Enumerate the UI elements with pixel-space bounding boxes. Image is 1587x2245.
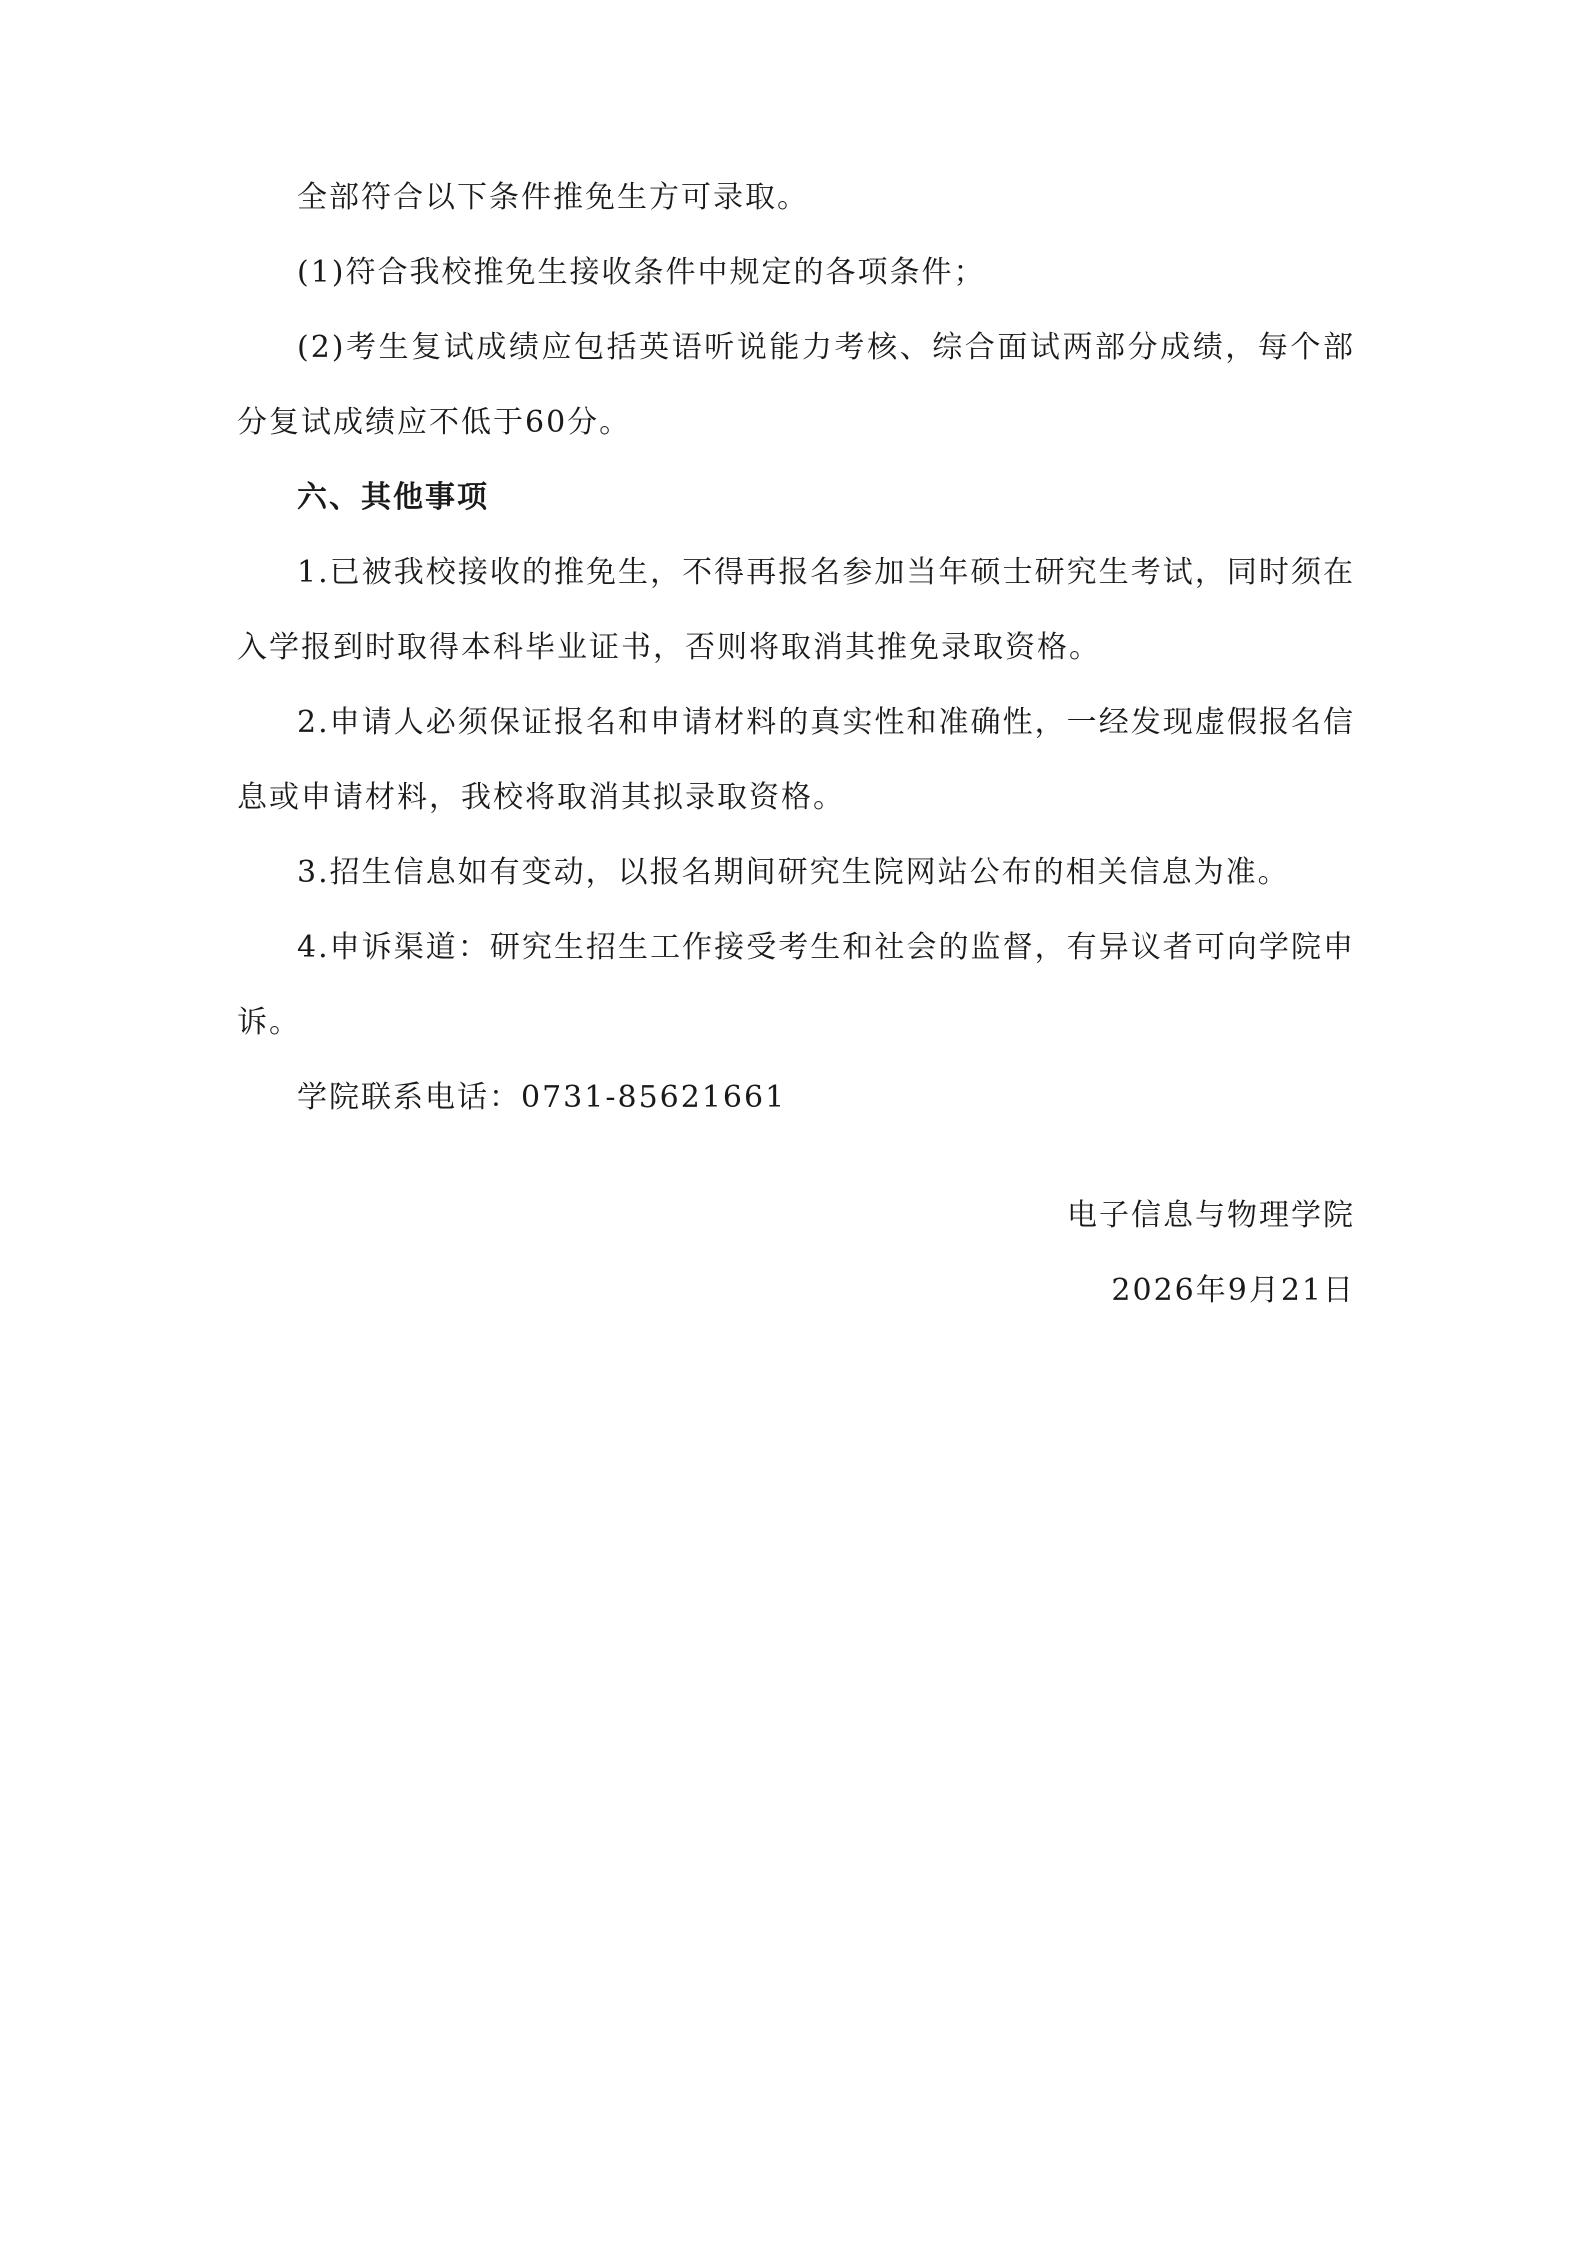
section-heading-other-matters: 六、其他事项 xyxy=(297,480,489,515)
signature-date: 2026年9月21日 xyxy=(1111,1273,1355,1308)
paragraph-item-4: 4.申诉渠道：研究生招生工作接受考生和社会的监督，有异议者可向学院申诉。 xyxy=(237,930,1355,1040)
paragraph-contact-phone: 学院联系电话：0731-85621661 xyxy=(297,1080,787,1115)
paragraph-condition-1: (1)符合我校推免生接收条件中规定的各项条件； xyxy=(297,255,986,290)
paragraph-item-1: 1.已被我校接收的推免生，不得再报名参加当年硕士研究生考试，同时须在入学报到时取得本科毕业证书，否则将取消其推免录取资格。 xyxy=(237,555,1355,665)
document-body xyxy=(237,160,1355,1135)
signature-block xyxy=(1067,1178,1355,1328)
paragraph-condition-2: (2)考生复试成绩应包括英语听说能力考核、综合面试两部分成绩，每个部分复试成绩应不低于60分。 xyxy=(237,330,1355,440)
paragraph-item-3: 3.招生信息如有变动，以报名期间研究生院网站公布的相关信息为准。 xyxy=(297,855,1290,890)
paragraph-admission-conditions: 全部符合以下条件推免生方可录取。 xyxy=(297,180,809,215)
paragraph-item-2: 2.申请人必须保证报名和申请材料的真实性和准确性，一经发现虚假报名信息或申请材料，我校将取消其拟录取资格。 xyxy=(237,705,1355,815)
signature-organization: 电子信息与物理学院 xyxy=(1067,1198,1355,1233)
